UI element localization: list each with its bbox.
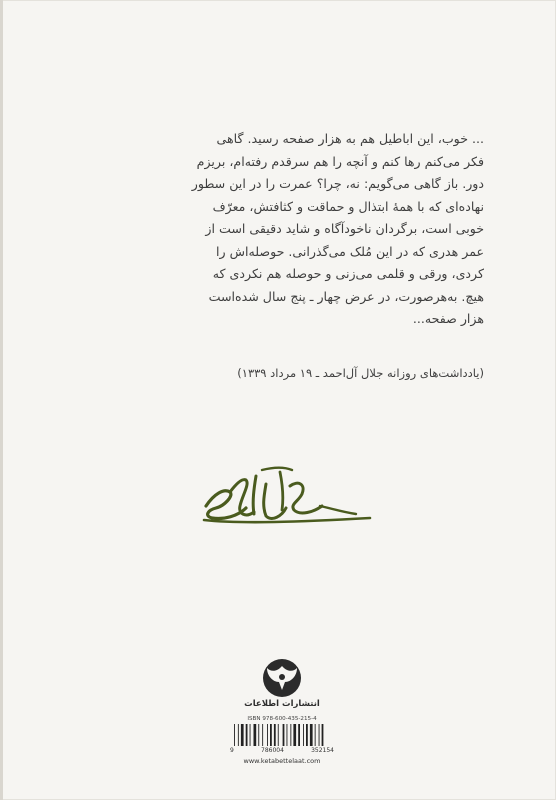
quote-line: ... خوب، این اباطیل هم به هزار صفحه رسید. گاهی bbox=[216, 131, 484, 146]
barcode-bar bbox=[254, 724, 257, 746]
barcode-bar bbox=[241, 724, 244, 746]
barcode-digit-group: 9 bbox=[230, 747, 234, 754]
barcode-digit-group: 352154 bbox=[311, 747, 334, 754]
isbn-text: ISBN 978-600-435-215-4 bbox=[247, 716, 317, 722]
signature-strokes bbox=[204, 468, 370, 522]
quote-source: (یادداشت‌های روزانه جلال آل‌احمد ـ ۱۹ مرداد ۱۳۳۹) bbox=[237, 366, 484, 380]
barcode-bar bbox=[310, 724, 313, 746]
quote-line: خوبی است، برگردان ناخودآگاه و شاید دقیقی است از bbox=[205, 221, 484, 236]
handwritten-signature-icon bbox=[190, 462, 380, 538]
barcode-digit-group: 786004 bbox=[261, 747, 284, 754]
quote-line: دور. باز گاهی می‌گویم: نه، چرا؟ عمرت را در این سطور bbox=[191, 176, 484, 191]
ettelaat-logo-icon bbox=[257, 658, 307, 698]
quote-passage bbox=[96, 128, 484, 331]
barcode-bar bbox=[306, 724, 308, 746]
barcode-bar bbox=[283, 724, 285, 746]
barcode-bar bbox=[262, 724, 263, 746]
quote-line: عمر هدری که در این مُلک می‌گذرانی. حوصله‌اش را bbox=[216, 243, 484, 259]
quote-line: هیچ. به‌هرصورت، در عرض چهار ـ پنج سال شده‌است bbox=[208, 288, 484, 304]
quote-line: فکر می‌کنم رها کنم و آنچه را هم سرقدم رفته‌ام، بریزم bbox=[196, 153, 484, 169]
barcode-bar bbox=[278, 724, 279, 746]
quote-line: نهاده‌ای که با همهٔ ابتذال و حماقت و کثافتش، معرّف bbox=[212, 198, 484, 214]
barcode-bar bbox=[287, 724, 288, 746]
barcode-bar bbox=[303, 724, 304, 746]
quote-line: هزار صفحه... bbox=[412, 311, 484, 326]
barcode-bar bbox=[267, 724, 268, 746]
barcode-bar bbox=[270, 724, 272, 746]
barcode-bar bbox=[290, 724, 291, 746]
barcode-digits bbox=[230, 747, 334, 754]
barcode-bar bbox=[246, 724, 248, 746]
barcode-bar bbox=[319, 724, 320, 746]
barcode-bar bbox=[274, 724, 276, 746]
barcode-icon bbox=[232, 724, 332, 746]
barcode-bar bbox=[315, 724, 316, 746]
barcode-bar bbox=[258, 724, 259, 746]
cover-spine-edge bbox=[0, 0, 3, 800]
publisher-name: انتشارات اطلاعات bbox=[244, 699, 320, 709]
barcode-bar bbox=[250, 724, 251, 746]
barcode-bar bbox=[238, 724, 239, 746]
quote-line: کردی، ورقی و قلمی می‌زنی و حوصله هم نکردی که bbox=[212, 266, 484, 281]
barcode-bar bbox=[322, 724, 324, 746]
barcode-bar bbox=[293, 724, 296, 746]
publisher-website: www.ketabettelaat.com bbox=[243, 757, 321, 765]
barcode-bar bbox=[298, 724, 300, 746]
barcode-bar bbox=[234, 724, 235, 746]
